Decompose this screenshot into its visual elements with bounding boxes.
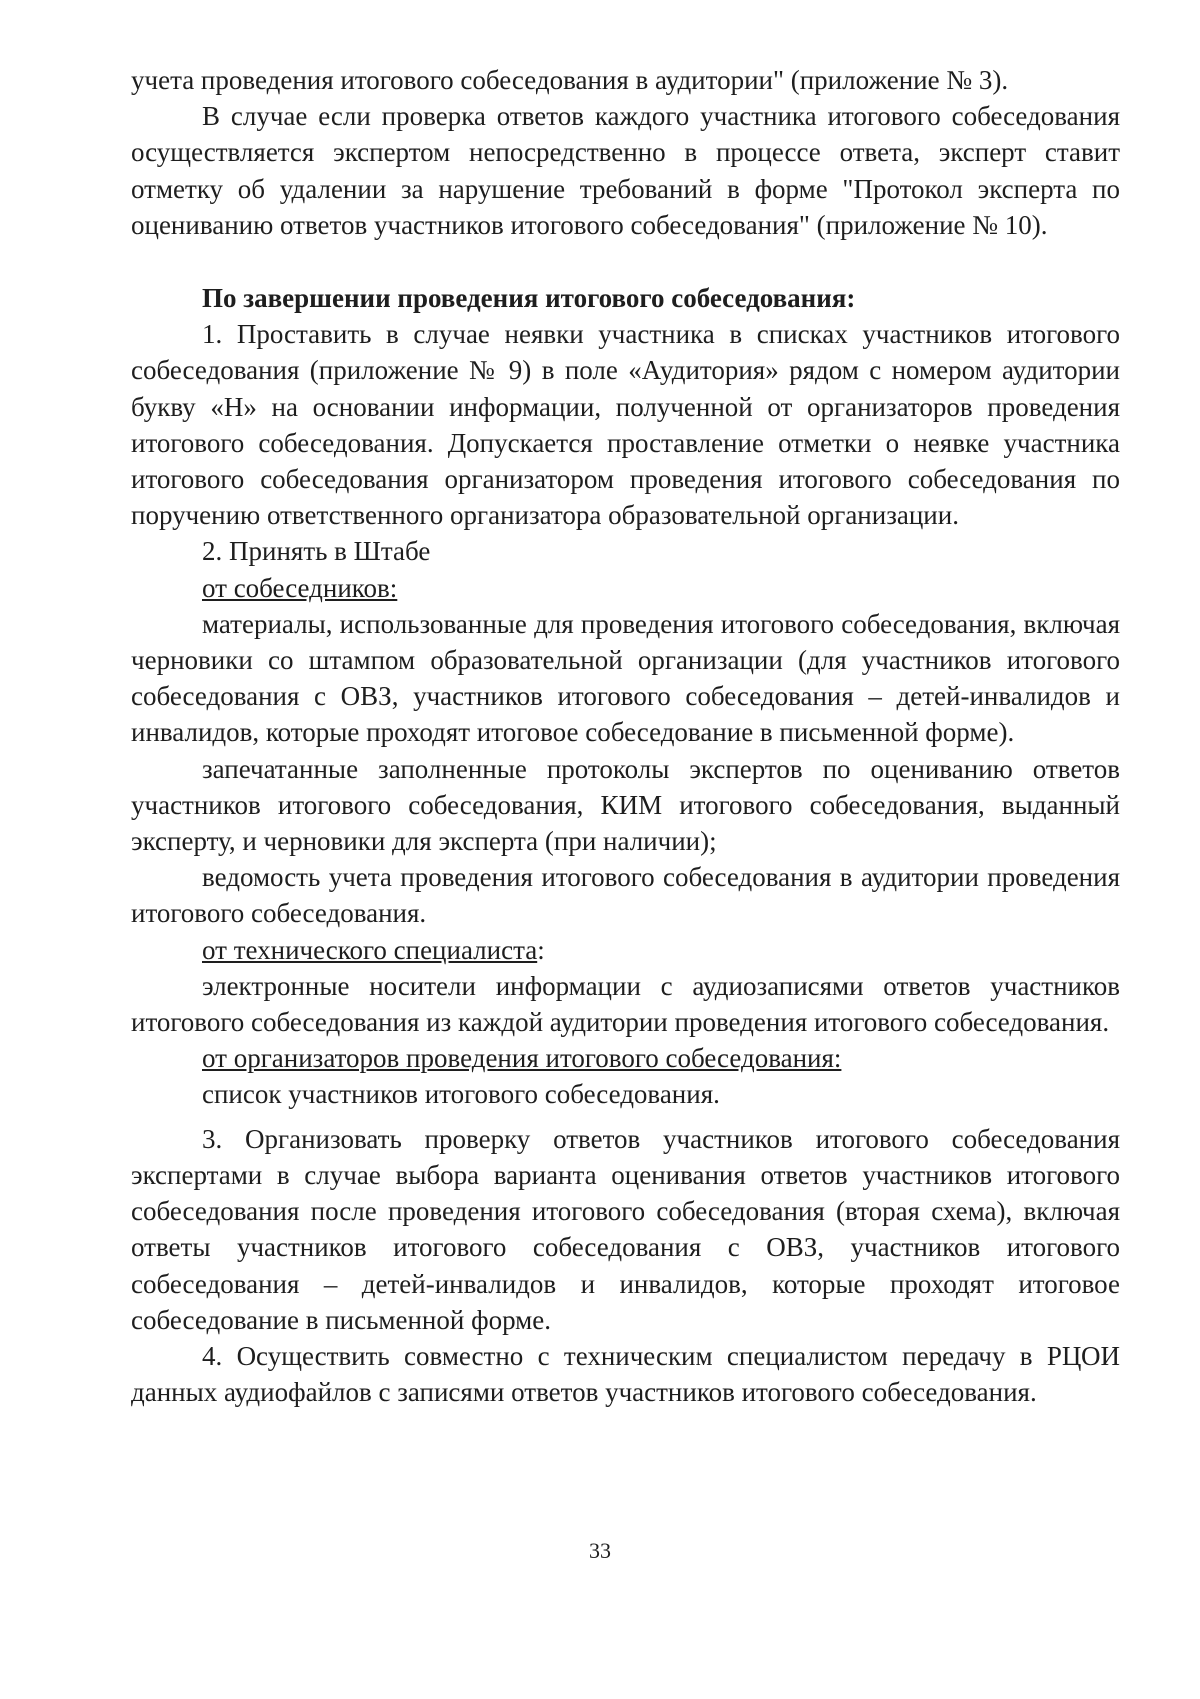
subheading-from-interlocutors bbox=[131, 570, 1120, 606]
list-item-1: 1. Проставить в случае неявки участника в списках участников итогового собеседования (приложение № 9) в поле «Аудитория» рядом с номером аудитории букву «Н» на основании информации, полученной от организаторов проведения итогового собеседования. Допускается проставление отметки о неявке участника итогового собеседования организатором проведения итогового собеседования по поручению ответственного организатора образовательной организации. bbox=[131, 319, 1120, 531]
list-item-3: 3. Организовать проверку ответов участников итогового собеседования экспертами в случае выбора варианта оценивания ответов участников итогового собеседования после проведения итогового собеседования (вторая схема), включая ответы участников итогового собеседования с ОВЗ, участников итогового собеседования – детей-инвалидов и инвалидов, которые проходят итоговое собеседование в письменной форме. bbox=[131, 1123, 1120, 1335]
tech-media: электронные носители информации с аудиозаписями ответов участников итогового собеседования из каждой аудитории проведения итогового собеседования. bbox=[131, 970, 1120, 1038]
from-interlocutors-label: от собеседников: bbox=[202, 572, 398, 603]
from-organizers-label: от организаторов проведения итогового собеседования: bbox=[202, 1043, 842, 1074]
paragraph-expert-check: В случае если проверка ответов каждого участника итогового собеседования осуществляется экспертом непосредственно в процессе ответа, эксперт ставит отметку об удалении за нарушение требований в форме "Протокол эксперта по оцениванию ответов участников итогового собеседования" (приложение № 10). bbox=[131, 101, 1120, 240]
interlocutors-statement: ведомость учета проведения итогового собеседования в аудитории проведения итогового собеседования. bbox=[131, 862, 1120, 929]
list-item-4: 4. Осуществить совместно с техническим специалистом передачу в РЦОИ данных аудиофайлов с записями ответов участников итогового собеседования. bbox=[131, 1340, 1120, 1408]
list-item-2-title: 2. Принять в Штабе bbox=[202, 536, 431, 567]
subheading-from-tech bbox=[131, 932, 1120, 968]
from-tech-colon: : bbox=[537, 934, 545, 965]
interlocutors-materials: материалы, использованные для проведения итогового собеседования, включая черновики со штампом образовательной организации (для участников итогового собеседования с ОВЗ, участников итогового собеседования – детей-инвалидов и инвалидов, которые проходят итоговое собеседование в письменной форме). bbox=[131, 608, 1120, 748]
subheading-from-organizers bbox=[131, 1040, 1120, 1076]
paragraph-continued: учета проведения итогового собеседования в аудитории" (приложение № 3). bbox=[131, 65, 1009, 95]
interlocutors-protocols: запечатанные заполненные протоколы экспертов по оцениванию ответов участников итогового собеседования, КИМ итогового собеседования, выданный эксперту, и черновики для эксперта (при наличии); bbox=[131, 753, 1120, 857]
from-tech-label: от технического специалиста bbox=[202, 934, 538, 965]
organizers-list: список участников итогового собеседования. bbox=[202, 1079, 720, 1110]
document-body bbox=[131, 62, 1120, 1410]
section-heading: По завершении проведения итогового собеседования: bbox=[202, 283, 856, 314]
page-number: 33 bbox=[589, 1538, 611, 1563]
